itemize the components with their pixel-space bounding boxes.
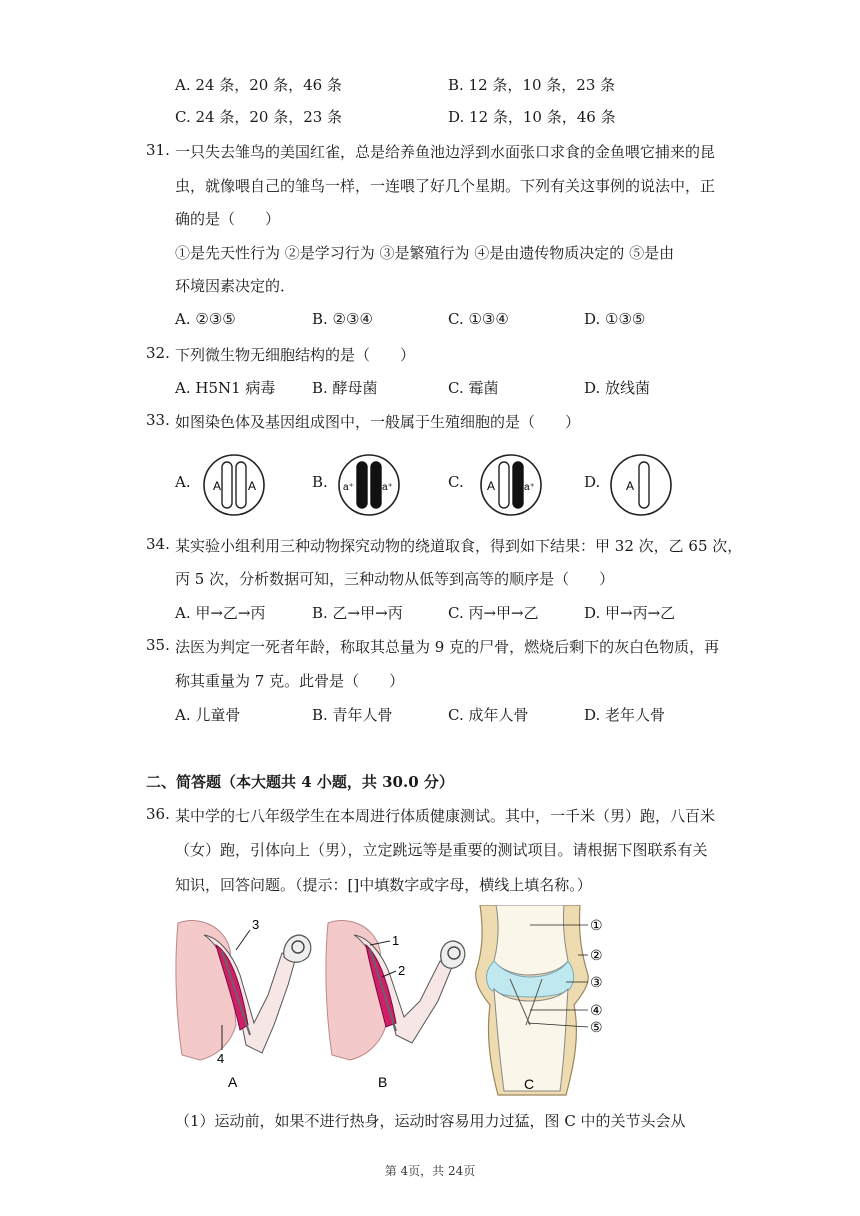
- q35-stem-line1: 法医为判定一死者年龄，称取其总量为 9 克的尸骨，燃烧后剩下的灰白色物质，再: [175, 638, 720, 656]
- q34-option-b: B. 乙→甲→丙: [312, 604, 403, 622]
- fig-a-num4: 4: [217, 1051, 225, 1066]
- q34-option-a: A. 甲→乙→丙: [175, 604, 266, 622]
- joint-diagram-c: [476, 905, 603, 1095]
- q36-figure: [170, 905, 630, 1100]
- q33-stem: 如图染色体及基因组成图中，一般属于生殖细胞的是（ ）: [175, 413, 581, 431]
- fig-c-4: ④: [590, 1002, 603, 1018]
- cell-diagram-d: [608, 453, 674, 517]
- q34-number: 34.: [146, 535, 170, 553]
- q31-option-c: C. ①③④: [448, 310, 509, 328]
- q33-option-b-label: B.: [312, 473, 328, 491]
- section-heading: 二、简答题（本大题共 4 小题，共 30.0 分）: [146, 773, 454, 791]
- gene-label: a⁺: [524, 482, 535, 493]
- q31-number: 31.: [146, 141, 170, 159]
- fig-c-2: ②: [590, 947, 603, 963]
- q31-statements-line2: 环境因素决定的．: [175, 277, 296, 295]
- q32-option-a: A. H5N1 病毒: [175, 379, 276, 397]
- q32-option-d: D. 放线菌: [584, 379, 651, 397]
- q35-option-c: C. 成年人骨: [448, 706, 529, 724]
- q33-option-d-label: D.: [584, 473, 601, 491]
- fig-b-num2: 2: [398, 963, 406, 978]
- fig-a-num3: 3: [252, 917, 260, 932]
- fig-c-5: ⑤: [590, 1019, 603, 1035]
- q33-number: 33.: [146, 411, 170, 429]
- q34-option-d: D. 甲→丙→乙: [584, 604, 676, 622]
- q35-number: 35.: [146, 636, 170, 654]
- fig-b-num1: 1: [392, 933, 400, 948]
- q31-stem-line3: 确的是（ ）: [175, 210, 281, 228]
- q33-option-a-label: A.: [175, 473, 191, 491]
- fig-c-1: ①: [590, 917, 603, 933]
- q31-stem-line1: 一只失去雏鸟的美国红雀，总是给养鱼池边浮到水面张口求食的金鱼喂它捕来的昆: [175, 143, 716, 161]
- gene-label: A: [213, 479, 222, 493]
- q32-stem: 下列微生物无细胞结构的是（ ）: [175, 346, 416, 364]
- gene-label: A: [626, 479, 635, 493]
- gene-label: a⁺: [343, 482, 354, 493]
- gene-label: A: [248, 479, 257, 493]
- q31-option-d: D. ①③⑤: [584, 310, 646, 328]
- fig-label-b: B: [378, 1074, 388, 1090]
- arm-diagram-b: [326, 921, 465, 1090]
- q35-stem-line2: 称其重量为 7 克。此骨是（ ）: [175, 672, 405, 690]
- fig-label-a: A: [228, 1074, 238, 1090]
- q30-option-d: D. 12 条，10 条，46 条: [448, 108, 616, 126]
- q36-stem-line1: 某中学的七八年级学生在本周进行体质健康测试。其中，一千米（男）跑，八百米: [175, 807, 716, 825]
- q30-option-a: A. 24 条，20 条，46 条: [175, 76, 342, 94]
- page-footer: 第 4页，共 24页: [384, 1164, 476, 1178]
- q31-stem-line2: 虫，就像喂自己的雏鸟一样，一连喂了好几个星期。下列有关这事例的说法中，正: [175, 177, 716, 195]
- cell-diagram-c: [478, 453, 544, 517]
- q30-option-b: B. 12 条，10 条，23 条: [448, 76, 616, 94]
- q31-option-b: B. ②③④: [312, 310, 373, 328]
- q32-option-c: C. 霉菌: [448, 379, 499, 397]
- q35-option-d: D. 老年人骨: [584, 706, 666, 724]
- gene-label: A: [487, 479, 496, 493]
- q32-number: 32.: [146, 344, 170, 362]
- q36-stem-line3: 知识，回答问题。（提示：[]中填数字或字母，横线上填名称。）: [175, 876, 592, 894]
- q36-sub1: （1）运动前，如果不进行热身，运动时容易用力过猛，图 C 中的关节头会从: [175, 1112, 686, 1130]
- arm-diagram-a: [176, 917, 311, 1090]
- fig-c-3: ③: [590, 974, 603, 990]
- q34-stem-line1: 某实验小组利用三种动物探究动物的绕道取食，得到如下结果：甲 32 次，乙 65 次，: [175, 537, 743, 555]
- q35-option-a: A. 儿童骨: [175, 706, 241, 724]
- q35-option-b: B. 青年人骨: [312, 706, 393, 724]
- q34-stem-line2: 丙 5 次，分析数据可知，三种动物从低等到高等的顺序是（ ）: [175, 570, 615, 588]
- q30-option-c: C. 24 条，20 条，23 条: [175, 108, 343, 126]
- q33-option-c-label: C.: [448, 473, 464, 491]
- gene-label: a⁺: [382, 482, 393, 493]
- q31-statements-line1: ①是先天性行为 ②是学习行为 ③是繁殖行为 ④是由遗传物质决定的 ⑤是由: [175, 244, 675, 262]
- q36-number: 36.: [146, 805, 170, 823]
- fig-label-c: C: [524, 1076, 535, 1092]
- cell-diagram-b: [336, 453, 402, 517]
- cell-diagram-a: [201, 453, 267, 517]
- q32-option-b: B. 酵母菌: [312, 379, 378, 397]
- q34-option-c: C. 丙→甲→乙: [448, 604, 539, 622]
- q36-stem-line2: （女）跑，引体向上（男），立定跳远等是重要的测试项目。请根据下图联系有关: [175, 841, 708, 859]
- q31-option-a: A. ②③⑤: [175, 310, 236, 328]
